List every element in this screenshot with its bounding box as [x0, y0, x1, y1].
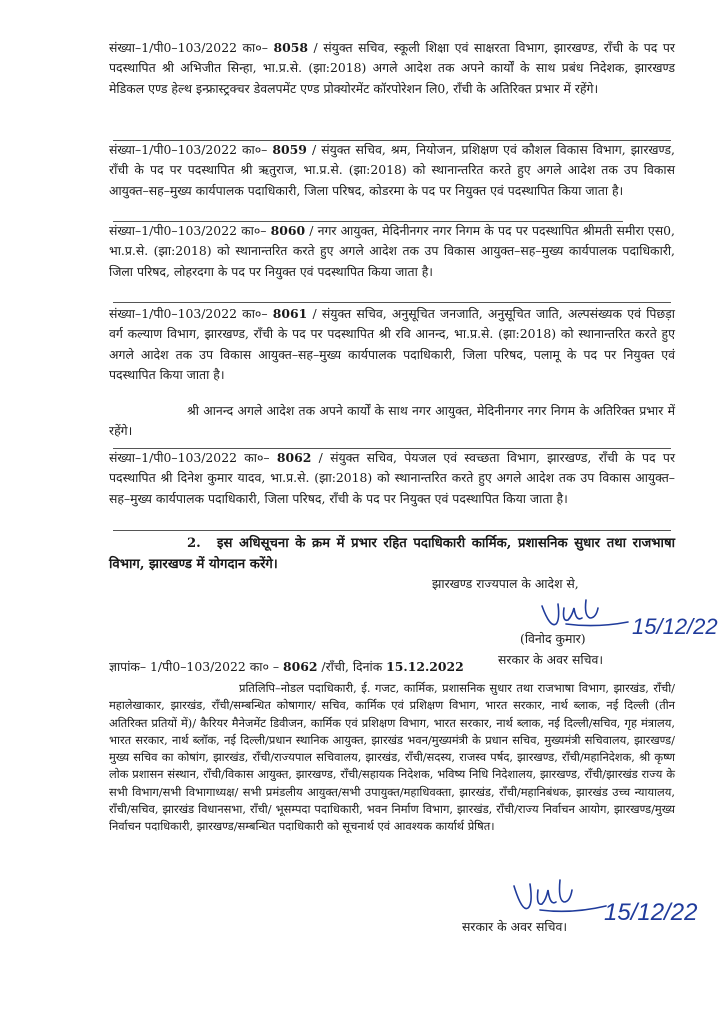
order-text: / संयुक्त सचिव, स्कूली शिक्षा एवं साक्षरता विभाग, झारखण्ड, राँची के पद पर पदस्थापित श्री अभिजीत सिन्हा, भा.प्र.से. (झा:2018) अगले आदेश तक अपने कार्यों के साथ प्रबंध निदेशक, झारखण्ड मेडिकल एण्ड हेल्थ इन्फ्रास्ट्रक्चर डेवलपमेंट एण्ड प्रोक्योरमेंट कॉरपोरेशन लि0, राँची के अतिरिक्त प्रभार में रहेंगे।: [109, 40, 675, 96]
order-paragraph-8061: [109, 304, 675, 441]
signature-date: 15/12/22: [632, 614, 718, 639]
signatory-designation: सरकार के अवर सचिव।: [498, 652, 604, 667]
order-text: / संयुक्त सचिव, श्रम, नियोजन, प्रशिक्षण एवं कौशल विकास विभाग, झारखण्ड, राँची के पद पर पदस्थापित श्री ऋतुराज, भा.प्र.से. (झा:2018) को स्थानान्तरित करते हुए अगले आदेश तक उप विकास आयुक्त–सह–मुख्य कार्यपालक पदाधिकारी, जिला परिषद, कोडरमा के पद पर नियुक्त एवं पदस्थापित किया जाता है।: [109, 142, 675, 198]
order-paragraph-8058: [109, 38, 675, 99]
memo-middle: /राँची, दिनांक: [317, 659, 387, 674]
memo-date: 15.12.2022: [386, 659, 464, 674]
memo-heading: [109, 658, 464, 675]
signatory-name: (विनोद कुमार): [520, 631, 586, 646]
order-paragraph-8062: [109, 448, 675, 509]
footer-signature-date: 15/12/22: [604, 899, 698, 926]
copy-distribution: [109, 680, 675, 836]
divider: [113, 302, 671, 303]
section-number: 2.: [187, 536, 201, 551]
additional-charge-note: श्री आनन्द अगले आदेश तक अपने कार्यों के साथ नगर आयुक्त, मेदिनीनगर नगर निगम के अतिरिक्त प्रभार में रहेंगे।: [109, 402, 675, 439]
order-prefix: संख्या–1/पी0–103/2022 का०–: [109, 450, 277, 465]
order-text: / नगर आयुक्त, मेदिनीनगर नगर निगम के पद पर पदस्थापित श्रीमती समीरा एस0, भा.प्र.से. (झा:2018) को स्थानान्तरित करते हुए अगले आदेश तक उप विकास आयुक्त–सह–मुख्य कार्यपालक पदाधिकारी, जिला परिषद, लोहरदगा के पद पर नियुक्त एवं पदस्थापित किया जाता है।: [109, 223, 675, 279]
section-2: [109, 533, 675, 575]
order-prefix: संख्या–1/पी0–103/2022 का०–: [109, 142, 273, 157]
order-paragraph-8060: [109, 221, 675, 282]
order-number: 8061: [272, 306, 308, 321]
order-number: 8060: [270, 223, 306, 238]
order-text: / संयुक्त सचिव, अनुसूचित जनजाति, अनुसूचित जाति, अल्पसंख्यक एवं पिछड़ा वर्ग कल्याण विभाग, झारखण्ड, राँची के पद पर पदस्थापित श्री रवि आनन्द, भा.प्र.से. (झा:2018) को स्थानान्तरित करते हुए अगले आदेश तक उप विकास आयुक्त–सह–मुख्य कार्यपालक पदाधिकारी, जिला परिषद, पलामू के पद पर नियुक्त एवं पदस्थापित किया जाता है।: [109, 306, 675, 383]
order-number: 8058: [273, 40, 308, 55]
order-prefix: संख्या–1/पी0–103/2022 का०–: [109, 223, 271, 238]
divider: [113, 530, 671, 531]
section-text: इस अधिसूचना के क्रम में प्रभार रहित पदाधिकारी कार्मिक, प्रशासनिक सुधार तथा राजभाषा विभाग, झारखण्ड में योगदान करेंगे।: [109, 536, 675, 572]
copy-to-text: प्रतिलिपि–नोडल पदाधिकारी, ई. गजट, कार्मिक, प्रशासनिक सुधार तथा राजभाषा विभाग, झारखंड, राँची/महालेखाकार, झारखंड, राँची/सम्बन्धित कोषागार/ सचिव, कार्मिक एवं प्रशिक्षण विभाग, भारत सरकार, नार्थ ब्लाक, नई दिल्ली (तीन अतिरिक्त प्रतियों में)/ कैरियर मैनेजमेंट डिवीजन, कार्मिक एवं प्रशिक्षण विभाग, भारत सरकार, नार्थ ब्लाक, नई दिल्ली/सचिव, गृह मंत्रालय, भारत सरकार, नार्थ ब्लॉक, नई दिल्ली/प्रधान स्थानिक आयुक्त, झारखंड भवन/मुख्यमंत्री के प्रधान सचिव, मुख्यमंत्री सचिवालय, झारखण्ड/मुख्य सचिव का कोषांग, झारखंड, राँची/राज्यपाल सचिवालय, झारखंड, राँची/सदस्य, राजस्व पर्षद, झारखण्ड, राँची/महानिदेशक, श्री कृष्ण लोक प्रशासन संस्थान, राँची/विकास आयुक्त, झारखण्ड, राँची/सहायक निदेशक, भविष्य निधि निदेशालय, झारखण्ड, राँची/झारखंड राज्य के सभी विभाग/सभी विभागाध्यक्ष/ सभी प्रमंडलीय आयुक्त/सभी उपायुक्त/महाधिवक्ता, झारखंड, राँची/महानिबंधक, झारखंड उच्च न्यायालय, राँची/सचिव, झारखंड विधानसभा, राँची/ भूसम्पदा पदाधिकारी, भवन निर्माण विभाग, झारखंड, राँची/राज्य निर्वाचन आयोग, झारखण्ड/मुख्य निर्वाचन पदाधिकारी, झारखण्ड/सम्बन्धित पदाधिकारी को सूचनार्थ एवं आवश्यक कार्यार्थ प्रेषित।: [109, 681, 675, 834]
order-prefix: संख्या–1/पी0–103/2022 का०–: [109, 306, 273, 321]
memo-prefix: ज्ञापांक– 1/पी0–103/2022 का० –: [109, 659, 283, 674]
order-paragraph-8059: [109, 140, 675, 201]
order-text: / संयुक्त सचिव, पेयजल एवं स्वच्छता विभाग, झारखण्ड, राँची के पद पर पदस्थापित श्री दिनेश कुमार यादव, भा.प्र.से. (झा:2018) को स्थानान्तरित करते हुए अगले आदेश तक उप विकास आयुक्त–सह–मुख्य कार्यपालक पदाधिकारी, जिला परिषद, राँची के पद पर नियुक्त एवं पदस्थापित किया जाता है।: [109, 450, 676, 506]
order-line: झारखण्ड राज्यपाल के आदेश से,: [432, 576, 579, 591]
order-number: 8059: [272, 142, 307, 157]
order-number: 8062: [276, 450, 312, 465]
order-prefix: संख्या–1/पी0–103/2022 का०–: [109, 40, 274, 55]
memo-number: 8062: [282, 659, 318, 674]
footer-designation: सरकार के अवर सचिव।: [462, 919, 568, 934]
